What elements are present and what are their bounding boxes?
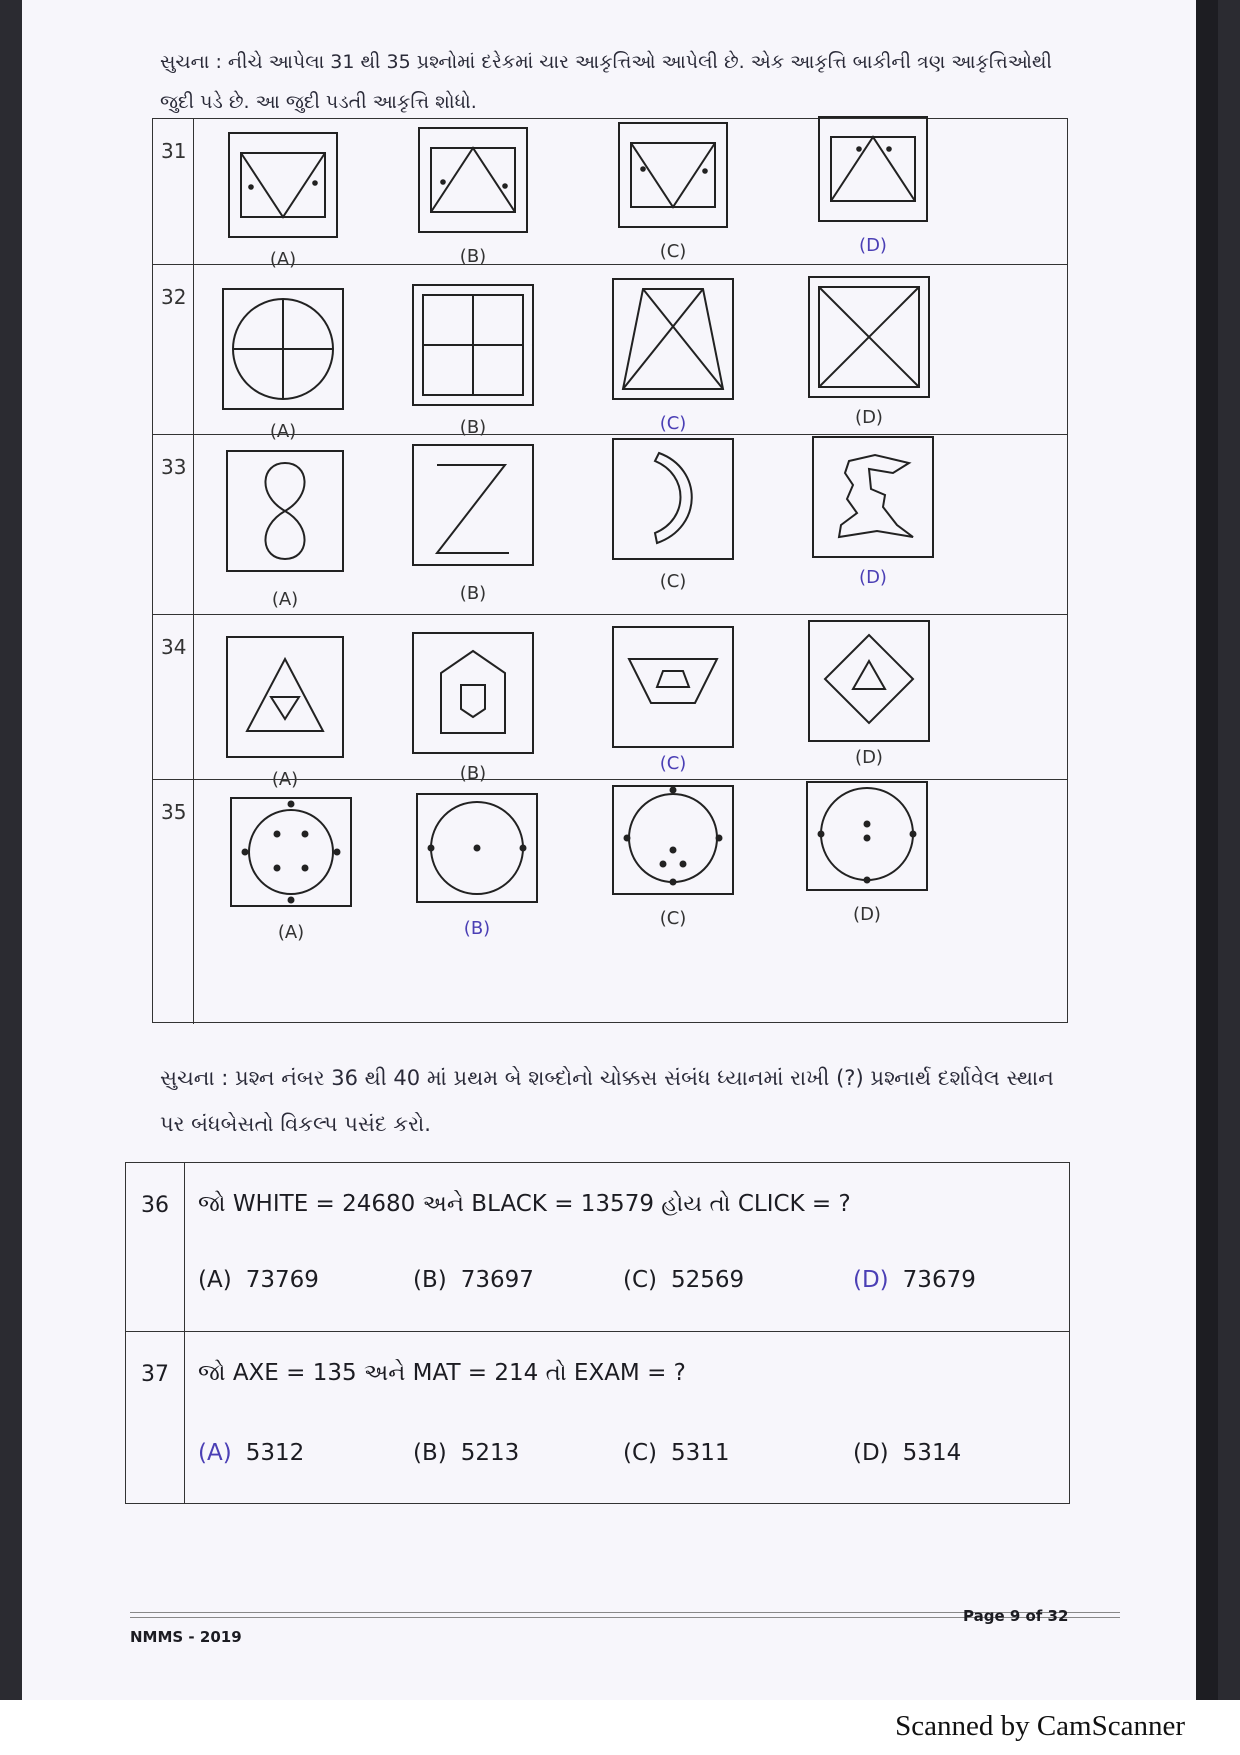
figure-option[interactable]	[609, 776, 737, 929]
answer-option[interactable]: (D) 5314	[853, 1440, 962, 1466]
figure-option[interactable]	[227, 788, 355, 943]
figure-option[interactable]	[803, 772, 931, 925]
option-label: (B)	[459, 763, 487, 784]
scanner-watermark: Scanned by CamScanner	[895, 1710, 1185, 1742]
figure-questions-table	[152, 118, 1068, 1023]
option-label-marked: (C)	[659, 753, 687, 774]
question-number: 33	[161, 455, 187, 479]
figure-option[interactable]	[609, 275, 737, 434]
figure-option[interactable]	[609, 435, 737, 592]
figure-option[interactable]	[409, 629, 537, 784]
question-text: જો AXE = 135 અને MAT = 214 તો EXAM = ?	[198, 1360, 686, 1386]
question-row	[126, 1163, 1069, 1331]
option-label: (B)	[459, 583, 487, 604]
question-number: 34	[161, 635, 187, 659]
option-label: (B)	[459, 417, 487, 438]
option-label: (A)	[277, 922, 305, 943]
instruction-figures: સુચના : નીચે આપેલા 31 થી 35 પ્રશ્નોમાં દરેકમાં ચાર આકૃત્તિઓ આપેલી છે. એક આકૃત્તિ બાકીની ત્રણ આકૃત્તિઓથી જુદી પડે છે. આ જુદી પડતી આકૃત્તિ શોધો.	[160, 51, 1052, 113]
figure-option[interactable]	[219, 285, 347, 442]
figure-option[interactable]	[805, 617, 933, 768]
option-label: (A)	[269, 421, 297, 442]
option-label: (C)	[659, 571, 687, 592]
question-number: 31	[161, 139, 187, 163]
figure-question-row	[153, 614, 1067, 790]
figure-question-row	[153, 119, 1067, 270]
option-label: (A)	[269, 249, 297, 270]
answer-option-marked[interactable]: (A) 5312	[198, 1440, 305, 1466]
analogy-questions-table	[125, 1162, 1070, 1504]
question-number: 35	[161, 800, 187, 824]
answer-option[interactable]: (A) 73769	[198, 1267, 319, 1293]
figure-question-row	[153, 779, 1067, 1024]
figure-question-row	[153, 434, 1067, 614]
figure-option[interactable]	[805, 273, 933, 428]
option-label: (C)	[659, 241, 687, 262]
question-number: 36	[141, 1193, 169, 1218]
option-label: (A)	[271, 769, 299, 790]
figure-option[interactable]	[613, 119, 733, 262]
figure-option[interactable]	[813, 113, 933, 256]
option-label-marked: (D)	[859, 235, 887, 256]
page-edge-shadow	[1196, 0, 1218, 1700]
figure-option[interactable]	[413, 124, 533, 267]
figure-option[interactable]	[413, 784, 541, 939]
figure-option[interactable]	[409, 281, 537, 438]
question-row	[126, 1331, 1069, 1503]
answer-option[interactable]: (B) 5213	[413, 1440, 520, 1466]
answer-option[interactable]: (C) 52569	[623, 1267, 745, 1293]
figure-option[interactable]	[809, 433, 937, 588]
option-label: (D)	[855, 747, 883, 768]
figure-question-row	[153, 264, 1067, 442]
question-number: 32	[161, 285, 187, 309]
figure-option[interactable]	[223, 129, 343, 270]
option-label: (B)	[459, 246, 487, 267]
answer-option[interactable]: (B) 73697	[413, 1267, 534, 1293]
figure-option[interactable]	[409, 441, 537, 604]
option-label: (A)	[271, 589, 299, 610]
option-label: (C)	[659, 908, 687, 929]
figure-option[interactable]	[223, 447, 347, 610]
question-number: 37	[141, 1362, 169, 1387]
option-label-marked: (D)	[859, 567, 887, 588]
figure-option[interactable]	[609, 623, 737, 774]
option-label: (D)	[853, 904, 881, 925]
answer-option-marked[interactable]: (D) 73679	[853, 1267, 976, 1293]
option-label-marked: (C)	[659, 413, 687, 434]
page-number: Page 9 of 32	[963, 1607, 1069, 1625]
exam-name: NMMS - 2019	[130, 1628, 242, 1646]
question-text: જો WHITE = 24680 અને BLACK = 13579 હોય તો CLICK = ?	[198, 1191, 851, 1217]
figure-option[interactable]	[223, 633, 347, 790]
option-label-marked: (B)	[463, 918, 491, 939]
option-label: (D)	[855, 407, 883, 428]
instruction-analogies: સુચના : પ્રશ્ન નંબર 36 થી 40 માં પ્રથમ બે શબ્દોનો ચોક્કસ સંબંધ ધ્યાનમાં રાખી (?) પ્રશ્નાર્થ દર્શાવેલ સ્થાન પર બંધબેસતો વિકલ્પ પસંદ કરો.	[160, 1066, 1054, 1136]
answer-option[interactable]: (C) 5311	[623, 1440, 730, 1466]
